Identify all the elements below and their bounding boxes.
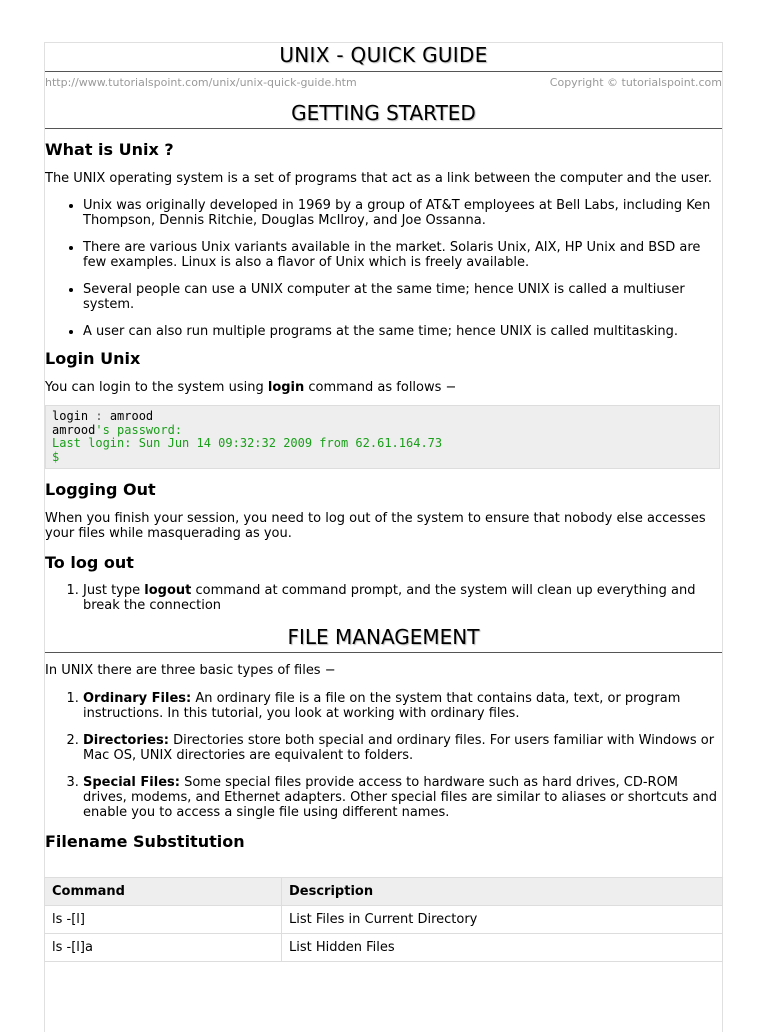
heading-filename-substitution: Filename Substitution (45, 832, 245, 851)
logout-steps-list (45, 583, 722, 613)
paragraph-unix-intro: The UNIX operating system is a set of programs that act as a link between the computer and the user. (45, 171, 713, 186)
table-cell: ls -[l]a (45, 934, 282, 962)
paragraph-logging-out: When you finish your session, you need to log out of the system to ensure that nobody else accesses your files while masquerading as you. (45, 511, 706, 541)
code-line: amrood's password: (52, 422, 183, 437)
code-line: login : amrood (52, 409, 154, 423)
table-header-row (45, 878, 723, 906)
list-item: • There are various Unix variants available in the market. Solaris Unix, AIX, HP Unix and BSD are few examples. Linux is also a flavor of Unix which is freely available. (83, 240, 722, 270)
logout-keyword: logout (144, 583, 192, 598)
file-types-list (45, 691, 722, 820)
unix-facts-list (45, 198, 722, 339)
list-item: 1. Ordinary Files: An ordinary file is a file on the system that contains data, text, or program instructions. In this tutorial, you look at working with ordinary files. (83, 691, 722, 721)
table-cell: List Files in Current Directory (282, 906, 723, 934)
login-keyword: login (267, 380, 305, 395)
heading-to-log-out: To log out (45, 553, 134, 572)
list-item: 1. Just type logout command at command prompt, and the system will clean up everything and break the connection (83, 583, 722, 613)
section-title-getting-started: GETTING STARTED (45, 100, 722, 129)
source-url[interactable]: http://www.tutorialspoint.com/unix/unix-quick-guide.htm (45, 76, 357, 89)
list-item: • Several people can use a UNIX computer at the same time; hence UNIX is called a multiuser system. (83, 282, 722, 312)
heading-what-is-unix: What is Unix ? (45, 140, 174, 159)
list-item: 3. Special Files: Some special files provide access to hardware such as hard drives, CD-ROM drives, modems, and Ethernet adapters. Other special files are similar to aliases or shortcuts and enable you to access a single file using different names. (83, 775, 722, 820)
heading-logging-out: Logging Out (45, 480, 156, 499)
list-item: • A user can also run multiple programs at the same time; hence UNIX is called multitasking. (83, 324, 722, 339)
list-item: • Unix was originally developed in 1969 by a group of AT&T employees at Bell Labs, including Ken Thompson, Dennis Ritchie, Douglas McIlroy, and Joe Ossanna. (83, 198, 722, 228)
list-item: 2. Directories: Directories store both special and ordinary files. For users familiar with Windows or Mac OS, UNIX directories are equivalent to folders. (83, 733, 722, 763)
paragraph-login-intro: You can login to the system using login command as follows − (45, 380, 457, 395)
login-code-block (45, 405, 720, 469)
heading-login-unix: Login Unix (45, 349, 141, 368)
meta-row (45, 74, 722, 92)
code-line: Last login: Sun Jun 14 09:32:32 2009 from 62.61.164.73 (52, 436, 443, 450)
copyright-notice: Copyright © tutorialspoint.com (549, 76, 722, 89)
column-header: Command (45, 878, 282, 906)
table-row (45, 934, 723, 962)
document-title: UNIX - QUICK GUIDE (45, 43, 722, 72)
column-header: Description (282, 878, 723, 906)
table-cell: List Hidden Files (282, 934, 723, 962)
document-page (44, 42, 723, 1032)
code-line: $ (52, 449, 60, 464)
section-title-file-management: FILE MANAGEMENT (45, 624, 722, 653)
table-cell: ls -[l] (45, 906, 282, 934)
table-row (45, 906, 723, 934)
paragraph-file-types-intro: In UNIX there are three basic types of files − (45, 663, 336, 678)
filename-substitution-table (44, 877, 723, 962)
